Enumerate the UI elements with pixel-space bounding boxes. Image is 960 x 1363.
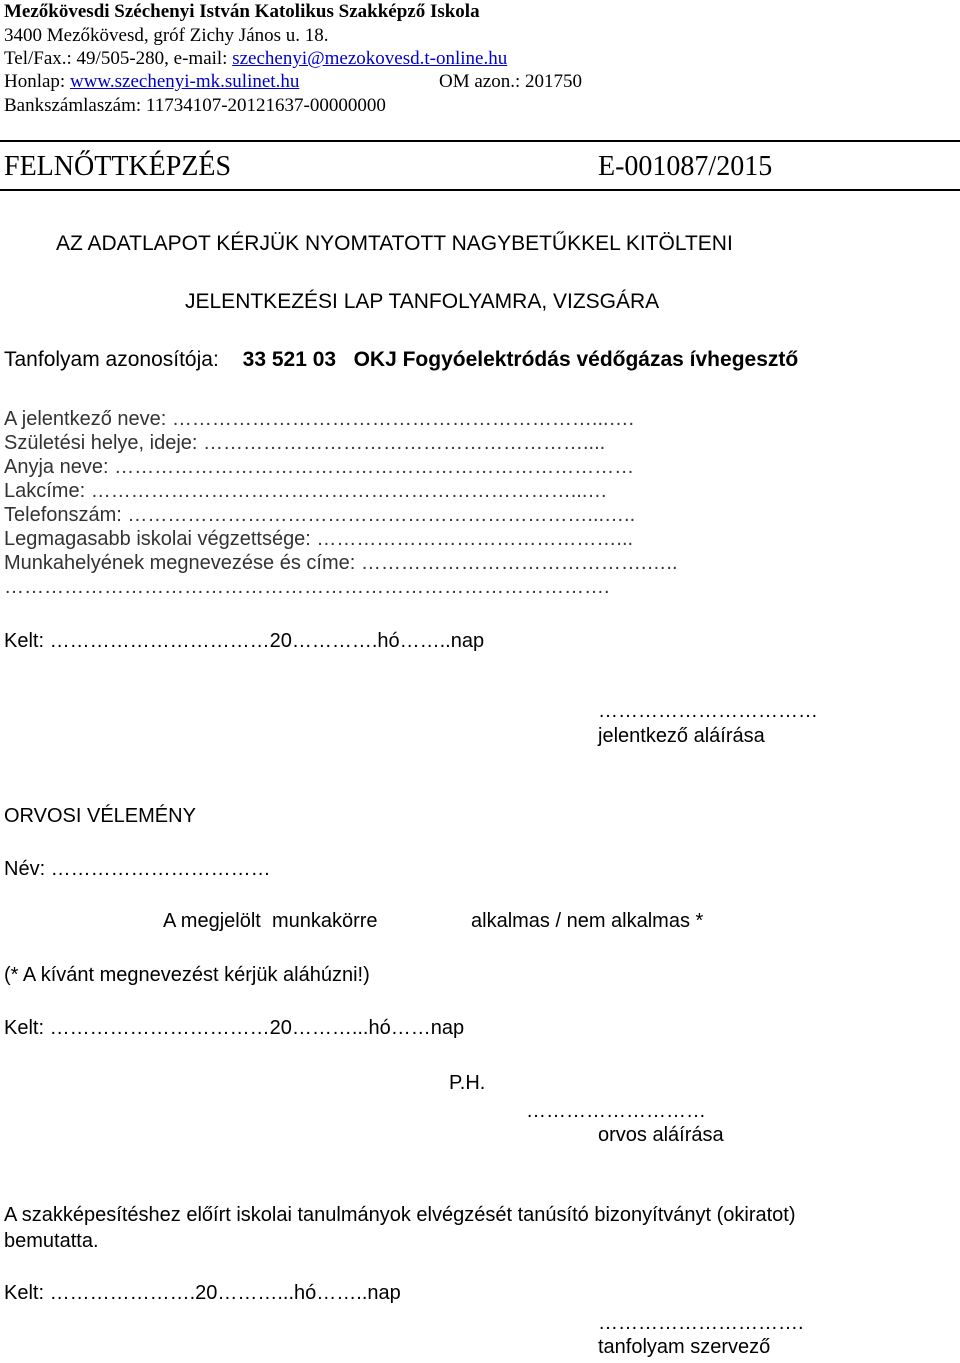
applicant-signature-label: jelentkező aláírása [598, 725, 765, 747]
doctor-signature-line: ……………………… [526, 1100, 706, 1122]
school-web [4, 70, 299, 94]
doctor-signature-label: orvos aláírása [598, 1124, 724, 1146]
date-applicant[interactable]: Kelt: ……………………………20………….hó……..nap [4, 630, 485, 652]
field-mother-name[interactable]: Anyja neve: …………………………………………………………………… [4, 456, 635, 478]
course-value: 33 521 03 OKJ Fogyóelektródás védőgázas ívhegesztő [242, 348, 799, 371]
field-name[interactable]: A jelentkező neve: ………………………………………………………...…. [4, 408, 635, 430]
stamp-label: P.H. [449, 1072, 486, 1094]
field-education[interactable]: Legmagasabb iskolai végzettsége: ………………………………………... [4, 528, 634, 550]
telfax-label: Tel/Fax.: 49/505-280, e-mail: [4, 48, 233, 69]
school-contact [4, 47, 507, 71]
form-title: JELENTKEZÉSI LAP TANFOLYAMRA, VIZSGÁRA [185, 290, 660, 313]
divider-top [0, 140, 960, 142]
divider-bottom [0, 189, 960, 191]
medical-statement-label: A megjelölt munkakörre [163, 910, 378, 932]
school-name: Mezőkövesdi Széchenyi István Katolikus Szakképző Iskola [4, 1, 480, 22]
course-label: Tanfolyam azonosítója: [4, 348, 219, 371]
registration-number: E-001087/2015 [598, 151, 773, 182]
instruction-text: AZ ADATLAPOT KÉRJÜK NYOMTATOTT NAGYBETŰKKEL KITÖLTENI [56, 232, 733, 255]
section-title: FELNŐTTKÉPZÉS [4, 151, 232, 182]
certificate-text-1: A szakképesítéshez előírt iskolai tanulmányok elvégzését tanúsító bizonyítványt (okiratot) [4, 1204, 796, 1226]
applicant-signature-line: …………………………… [598, 700, 818, 722]
field-phone[interactable]: Telefonszám: ……………………………………………………………...….. [4, 504, 636, 526]
web-label: Honlap: [4, 71, 70, 92]
email-link[interactable]: szechenyi@mezokovesd.t-online.hu [232, 48, 508, 69]
field-address[interactable]: Lakcíme: ………………………………………………………………...… [4, 480, 608, 502]
organizer-signature-label: tanfolyam szervező [598, 1336, 771, 1358]
school-address: 3400 Mezőkövesd, gróf Zichy János u. 18. [4, 25, 329, 46]
medical-note: (* A kívánt megnevezést kérjük aláhúzni!) [4, 964, 370, 986]
medical-name-field[interactable]: Név: …………………………… [4, 858, 271, 880]
medical-statement-options: alkalmas / nem alkalmas * [471, 910, 704, 932]
medical-title: ORVOSI VÉLEMÉNY [4, 805, 196, 827]
organizer-signature-line: …………………………. [598, 1312, 804, 1334]
bank-account: Bankszámlaszám: 11734107-20121637-00000000 [4, 95, 386, 116]
course-row [4, 348, 798, 372]
medical-date[interactable]: Kelt: ……………………………20………...hó……nap [4, 1017, 465, 1039]
field-workplace-cont[interactable]: ………………………………………………………………………………. [4, 576, 610, 598]
field-birth[interactable]: Születési helye, ideje: ………………………………………………….... [4, 432, 606, 454]
certificate-text-2: bemutatta. [4, 1230, 99, 1252]
field-workplace[interactable]: Munkahelyének megnevezése és címe: …………………………………….….. [4, 552, 678, 574]
web-link[interactable]: www.szechenyi-mk.sulinet.hu [69, 71, 300, 92]
om-id: OM azon.: 201750 [439, 71, 583, 92]
certificate-date[interactable]: Kelt: ………………….20………...hó……..nap [4, 1282, 401, 1304]
